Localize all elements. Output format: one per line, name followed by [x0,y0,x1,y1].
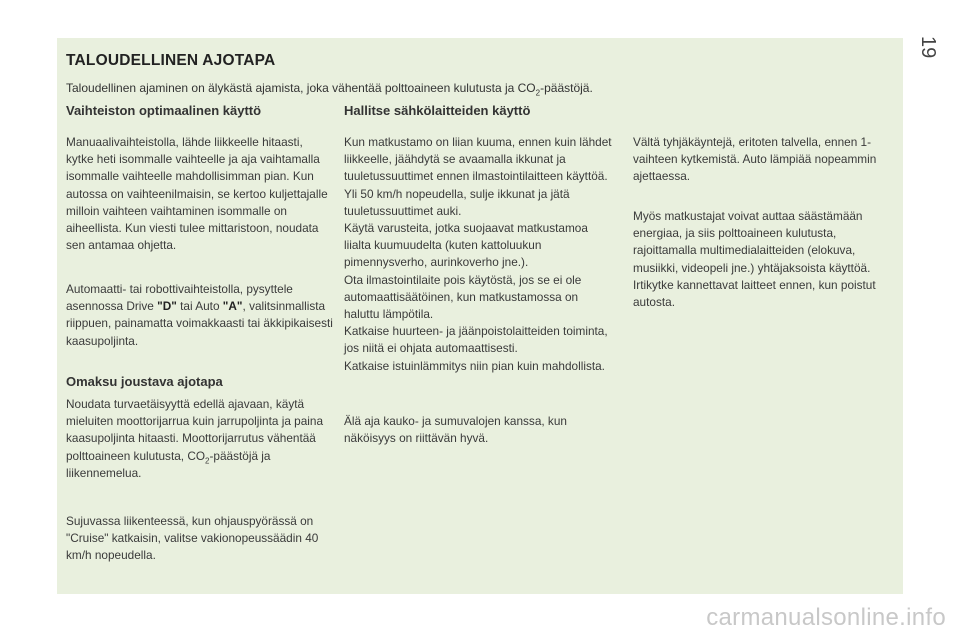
electrical-text-1: Kun matkustamo on liian kuuma, ennen kuin lähdet liikkeelle, jäähdytä se avaamalla ikkunat ja tuuletussuuttimet ennen ilmastointilaitteen käyttöä. [344,135,612,184]
electrical-lights-paragraph [344,413,612,447]
gearbox-manual-text: Manuaalivaihteistolla, lähde liikkeelle hitaasti, kytke heti isommalle vaihteelle ja aja vaihtamalla isommalle vaihteelle mahdollisimman pian. Kun autossa on vaihteenilmaisin, se kertoo kuljettajalle milloin vaihteen vaihtaminen isommalle on aiheellista. Kun viesti tulee mittaristoon, noudata sen antamaa ohjetta. [66,135,328,253]
flexible-heading: Omaksu joustava ajotapa [66,374,223,389]
electrical-text-2: Yli 50 km/h nopeudella, sulje ikkunat ja jätä tuuletussuuttimet auki. [344,186,570,218]
passengers-paragraph [633,208,899,311]
intro-text [66,81,886,98]
gearbox-heading: Vaihteiston optimaalinen käyttö [66,103,262,118]
gearbox-auto-text [66,281,336,350]
electrical-heading: Hallitse sähkölaitteiden käyttö [344,103,531,118]
flexible-text-1-before: Noudata turvaetäisyyttä edellä ajavaan, käytä mieluiten moottorijarrua kuin jarrupoljinta ja paina kaasupoljinta hitaasti. Moottorijarrutus vähentää polttoaineen kulutusta, CO [66,397,324,463]
gearbox-auto-part-2: tai Auto [176,299,223,314]
gearbox-auto-paragraph [66,281,336,350]
electrical-text-3: Käytä varusteita, jotka suojaavat matkustamoa liialta kuumuudelta (kuten kattoluukun pimennysverho, aurinkoverho jne.). [344,221,588,270]
intro-text-before: Taloudellinen ajaminen on älykästä ajamista, joka vähentää polttoaineen kulutusta ja CO [66,81,536,95]
passengers-text: Myös matkustajat voivat auttaa säästämään energiaa, ja siis polttoaineen kulutusta, rajoittamalla multimedialaitteiden (elokuva, musiikki, videopeli jne.) yhtäjaksoista käyttöä. Irtikytke kannettavat laitteet ennen, kun poistut autosta. [633,209,876,310]
flexible-text-2: Sujuvassa liikenteessä, kun ohjauspyörässä on "Cruise" katkaisin, valitse vakionopeussäädin 40 km/h nopeudella. [66,514,319,563]
electrical-text-5: Katkaise huurteen- ja jäänpoistolaitteiden toiminta, jos niitä ei ohjata automaattisesti. [344,324,608,356]
electrical-text-6: Katkaise istuinlämmitys niin pian kuin mahdollista. [344,358,605,373]
flexible-paragraph-2 [66,513,328,565]
intro-subscript: 2 [535,88,541,98]
gearbox-auto-part-1: Automaatti- tai robottivaihteistolla, pysyttele asennossa Drive [66,282,293,314]
intro-text-after: -päästöjä. [540,81,593,95]
gearbox-auto-part-3: , valitsinmallista riippuen, painamatta voimakkaasti tai äkkipikaisesti kaasupoljinta. [66,299,333,348]
flexible-text-1 [66,396,338,482]
gearbox-auto-d: "D" [157,299,177,314]
electrical-text-7: Älä aja kauko- ja sumuvalojen kanssa, kun näköisyys on riittävän hyvä. [344,414,567,446]
gearbox-manual-paragraph [66,134,328,254]
gearbox-auto-a: "A" [222,299,243,314]
electrical-paragraph [344,134,612,375]
page-title: TALOUDELLINEN AJOTAPA [66,52,276,69]
idle-text: Vältä tyhjäkäyntejä, eritoten talvella, ennen 1-vaihteen kytkemistä. Auto lämpiää nopeammin ajettaessa. [633,135,877,184]
flexible-paragraph-1 [66,396,338,482]
idle-paragraph [633,134,895,186]
flexible-subscript: 2 [205,455,210,465]
flexible-text-1-after: -päästöjä ja liikennemelua. [66,448,271,480]
page-number: 19 [917,36,939,59]
electrical-text-4: Ota ilmastointilaite pois käytöstä, jos se ei ole automaattisäätöinen, kun matkustamossa on haluttu lämpötila. [344,272,582,322]
watermark: carmanualsonline.info [706,604,946,631]
